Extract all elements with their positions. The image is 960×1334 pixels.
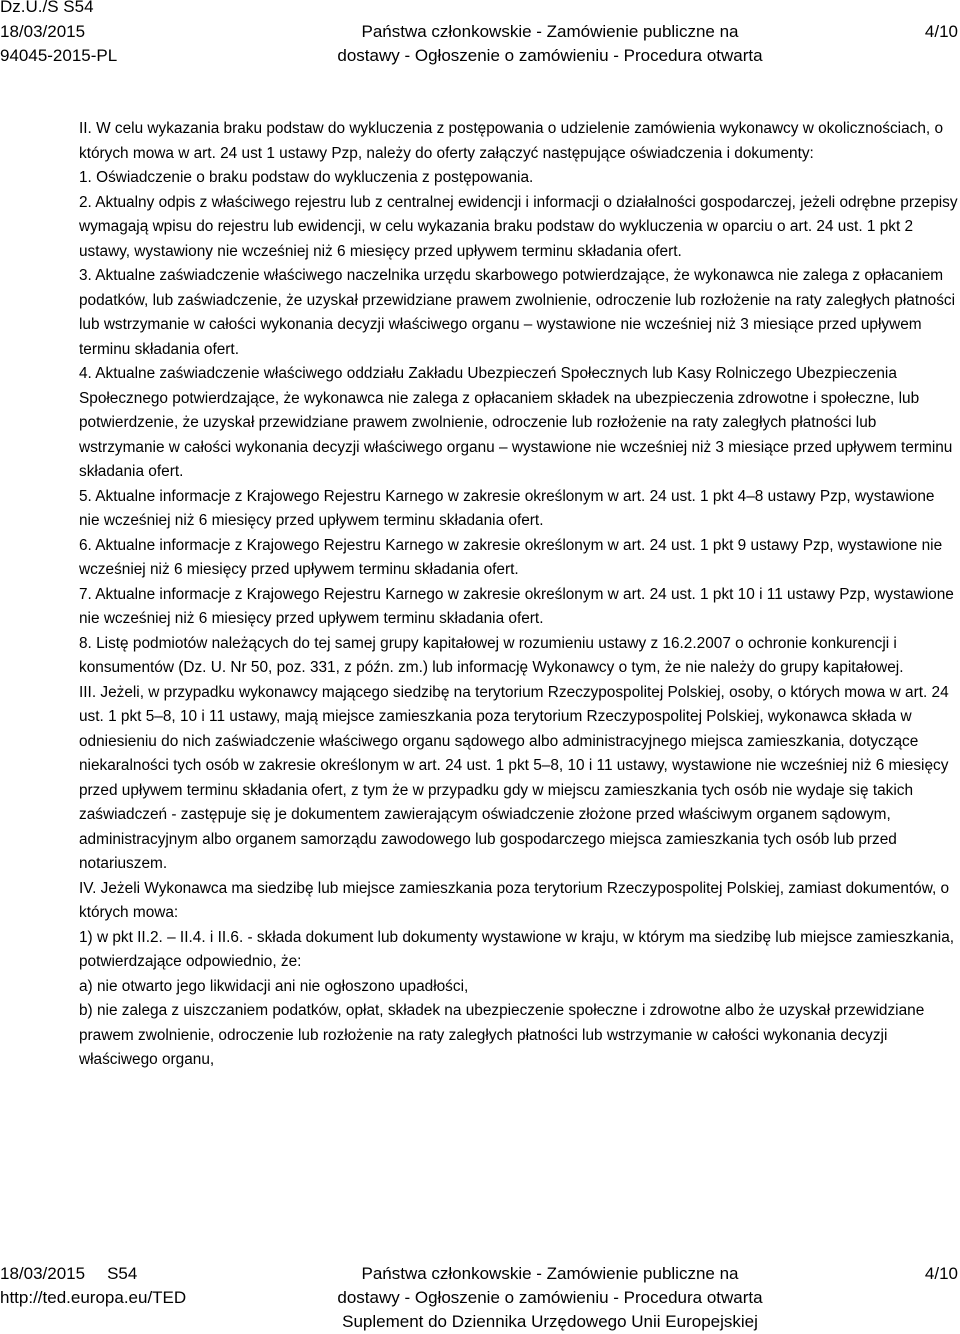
paragraph: 4. Aktualne zaświadczenie właściwego oddziału Zakładu Ubezpieczeń Społecznych lub Kasy Rolniczego Ubezpieczenia Społecznego potwierdzające, że wykonawca nie zalega z opłacaniem składek na ubezpieczenia zdrowotne i społeczne, lub potwierdzenie, że uzyskał przewidziane prawem zwolnienie, odroczenie lub rozłożenie na raty zaległych płatności lub wstrzymanie w całości wykonania decyzji właściwego organu – wystawione nie wcześniej niż 3 miesiące przed upływem terminu składania ofert. <box>79 365 953 480</box>
paragraph: II. W celu wykazania braku podstaw do wykluczenia z postępowania o udzielenie zamówienia wykonawcy w okolicznościach, o których mowa w art. 24 ust 1 ustawy Pzp, należy do oferty załączyć następujące oświadczenia i dokumenty: <box>79 120 944 162</box>
paragraph: 2. Aktualny odpis z właściwego rejestru lub z centralnej ewidencji i informacji o działalności gospodarczej, jeżeli odrębne przepisy wymagają wpisu do rejestru lub ewidencji, w celu wykazania braku podstaw do wykluczenia w oparciu o art. 24 ust. 1 pkt 2 ustawy, wystawiony nie wcześniej niż 6 miesięcy przed upływem terminu składania ofert. <box>79 193 958 260</box>
footer-title-line3: Suplement do Dziennika Urzędowego Unii Europejskiej <box>342 1312 758 1331</box>
footer-title <box>300 1262 800 1334</box>
footer-page-number: 4/10 <box>924 1264 958 1283</box>
footer-url: http://ted.europa.eu/TED <box>0 1288 187 1307</box>
header-title-line1: Państwa członkowskie - Zamówienie publiczne na <box>361 22 739 41</box>
header-title <box>300 20 800 68</box>
document-body <box>79 117 959 1073</box>
paragraph: 1) w pkt II.2. – II.4. i II.6. - składa dokument lub dokumenty wystawione w kraju, w którym ma siedzibę lub miejsce zamieszkania, potwierdzające odpowiednio, że: <box>79 928 955 970</box>
paragraph: a) nie otwarto jego likwidacji ani nie ogłoszono upadłości, <box>79 977 469 995</box>
paragraph: 6. Aktualne informacje z Krajowego Rejestru Karnego w zakresie określonym w art. 24 ust. 1 pkt 9 ustawy Pzp, wystawione nie wcześniej niż 6 miesięcy przed upływem terminu składania ofert. <box>79 536 943 578</box>
paragraph: 1. Oświadczenie o braku podstaw do wykluczenia z postępowania. <box>79 169 534 186</box>
header-page-number: 4/10 <box>924 22 958 41</box>
doc-code: Dz.U./S S54 <box>0 0 94 16</box>
footer-title-line2: dostawy - Ogłoszenie o zamówieniu - Procedura otwarta <box>337 1288 763 1307</box>
paragraph: 8. Listę podmiotów należących do tej samej grupy kapitałowej w rozumieniu ustawy z 16.2.2007 o ochronie konkurencji i konsumentów (Dz. U. Nr 50, poz. 331, z późn. zm.) lub informację Wykonawcy o tym, że nie należy do grupy kapitałowej. <box>79 634 904 676</box>
paragraph: III. Jeżeli, w przypadku wykonawcy mającego siedzibę na terytorium Rzeczypospolitej Polskiej, osoby, o których mowa w art. 24 ust. 1 pkt 5–8, 10 i 11 ustawy, mają miejsce zamieszkania poza terytorium Rzeczypospolitej Polskiej, wykonawca składa w odniesieniu do nich zaświadczenie właściwego organu sądowego albo administracyjnego miejsca zamieszkania, dotyczące niekaralności tych osób w zakresie określonym w art. 24 ust. 1 pkt 5–8, 10 i 11 ustawy, wystawione nie wcześniej niż 6 miesięcy przed upływem terminu składania ofert, z tym że w przypadku gdy w miejscu zamieszkania tych osób nie wydaje się takich zaświadczeń - zastępuje się je dokumentem zawierającym oświadczenie złożone przed właściwym organem sądowym, administracyjnym albo organem samorządu zawodowego lub gospodarczego miejsca zamieszkania tych osób lub przed notariuszem. <box>79 683 949 872</box>
header-date: 18/03/2015 <box>0 22 86 41</box>
header-title-line2: dostawy - Ogłoszenie o zamówieniu - Procedura otwarta <box>337 46 763 65</box>
footer-date: 18/03/2015 <box>0 1264 86 1283</box>
notice-id: 94045-2015-PL <box>0 46 118 65</box>
footer-series: S54 <box>107 1264 138 1283</box>
paragraph: 7. Aktualne informacje z Krajowego Rejestru Karnego w zakresie określonym w art. 24 ust. 1 pkt 10 i 11 ustawy Pzp, wystawione nie wcześniej niż 6 miesięcy przed upływem terminu składania ofert. <box>79 585 954 627</box>
footer-left <box>0 1262 186 1310</box>
paragraph: 3. Aktualne zaświadczenie właściwego naczelnika urzędu skarbowego potwierdzające, że wykonawca nie zalega z opłacaniem podatków, lub zaświadczenie, że uzyskał przewidziane prawem zwolnienie, odroczenie lub rozłożenie na raty zaległych płatności lub wstrzymanie w całości wykonania decyzji właściwego organu – wystawione nie wcześniej niż 3 miesiące przed upływem terminu składania ofert. <box>79 267 956 358</box>
paragraph: b) nie zalega z uiszczaniem podatków, opłat, składek na ubezpieczenie społeczne i zdrowotne albo że uzyskał przewidziane prawem zwolnienie, odroczenie lub rozłożenie na raty zaległych płatności lub wstrzymanie w całości wykonania decyzji właściwego organu, <box>79 1002 925 1068</box>
footer-title-line1: Państwa członkowskie - Zamówienie publiczne na <box>361 1264 739 1283</box>
paragraph: IV. Jeżeli Wykonawca ma siedzibę lub miejsce zamieszkania poza terytorium Rzeczypospolitej Polskiej, zamiast dokumentów, o których mowa: <box>79 879 950 921</box>
paragraph: 5. Aktualne informacje z Krajowego Rejestru Karnego w zakresie określonym w art. 24 ust. 1 pkt 4–8 ustawy Pzp, wystawione nie wcześniej niż 6 miesięcy przed upływem terminu składania ofert. <box>79 487 935 529</box>
